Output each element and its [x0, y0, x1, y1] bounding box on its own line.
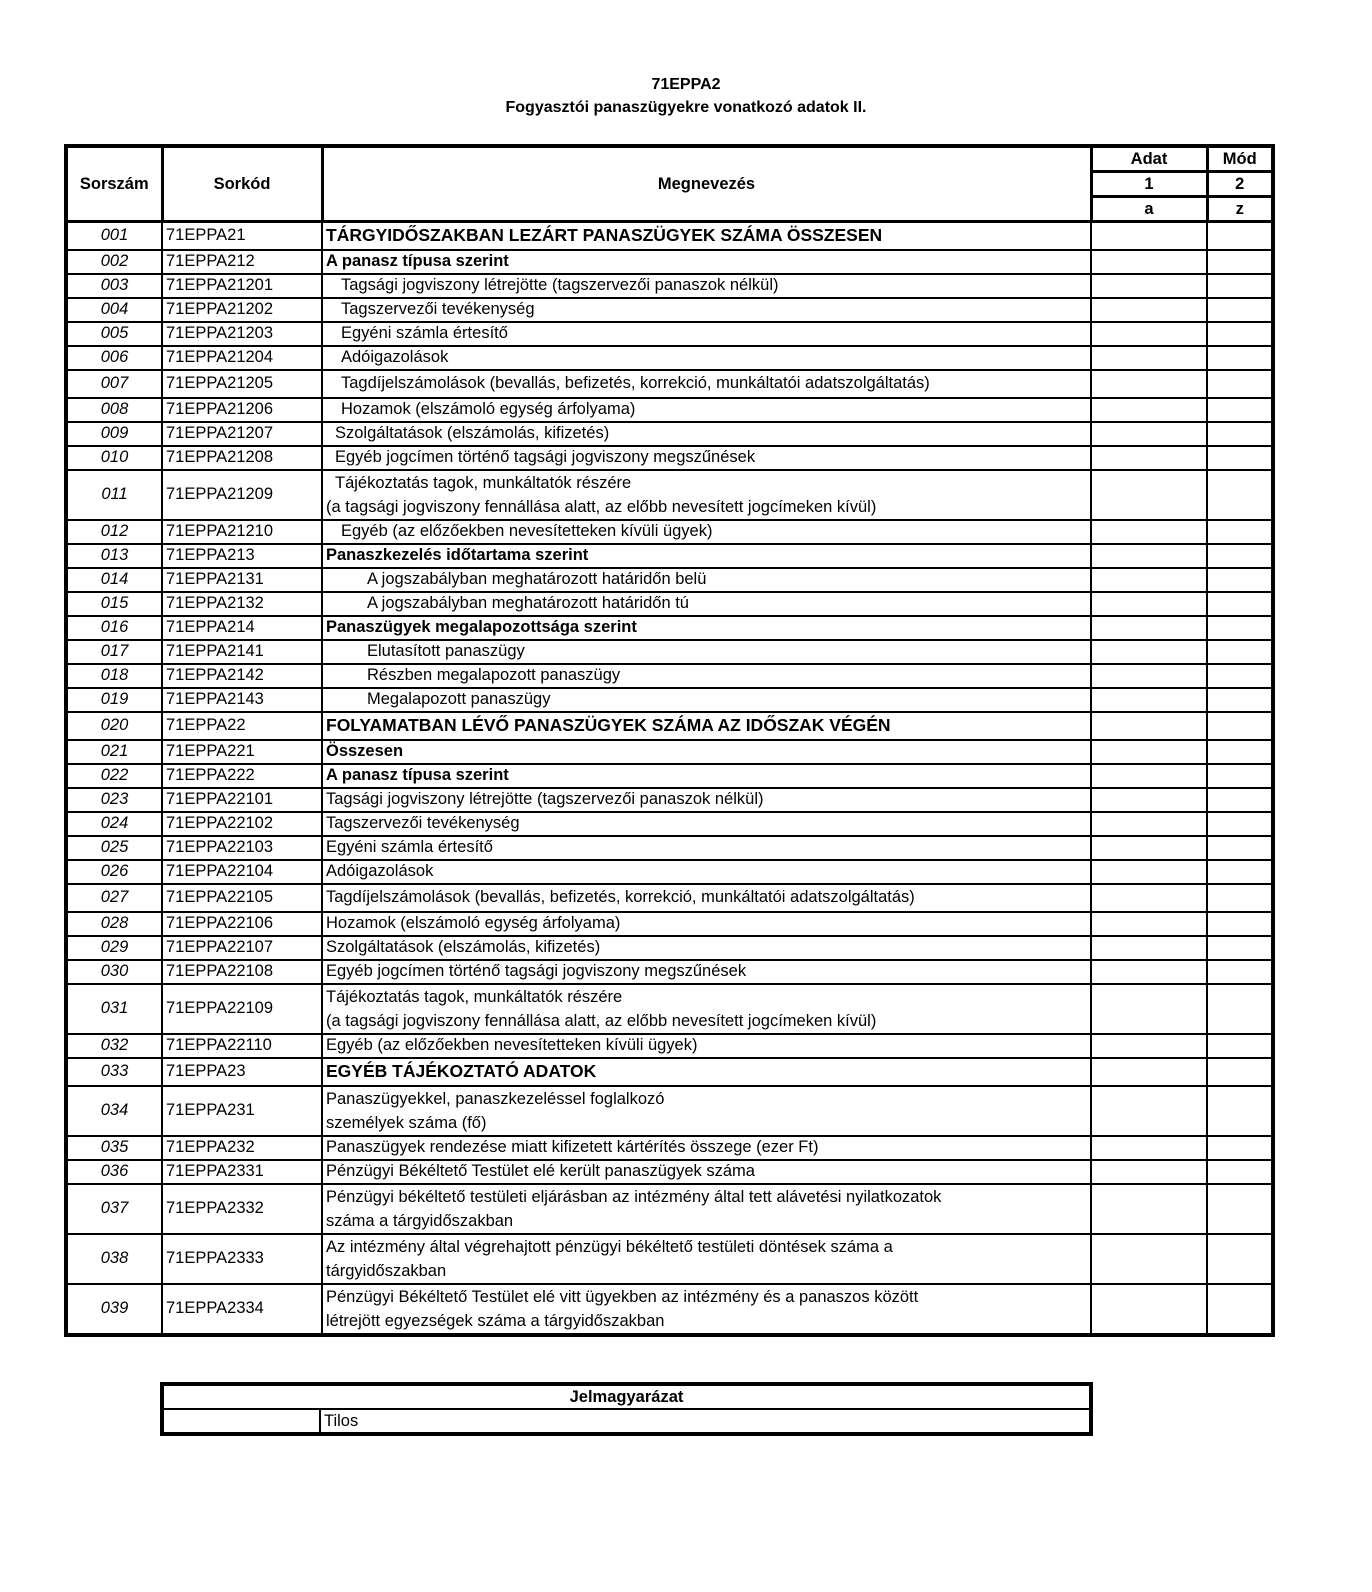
row-name: Összesen — [322, 740, 1091, 764]
table-row — [66, 592, 1273, 616]
table-row — [66, 470, 1273, 520]
row-name: Tagdíjelszámolások (bevallás, befizetés, korrekció, munkáltatói adatszolgáltatás) — [322, 370, 1091, 398]
mod-cell[interactable] — [1207, 370, 1273, 398]
mod-cell[interactable] — [1207, 1160, 1273, 1184]
row-code: 71EPPA231 — [162, 1086, 322, 1136]
table-row — [66, 1086, 1273, 1136]
table-row — [66, 346, 1273, 370]
row-code: 71EPPA22 — [162, 712, 322, 740]
adat-cell[interactable] — [1091, 370, 1207, 398]
table-row — [66, 616, 1273, 640]
header-mod-number: 2 — [1207, 172, 1273, 197]
row-name: EGYÉB TÁJÉKOZTATÓ ADATOK — [322, 1058, 1091, 1086]
row-code: 71EPPA21208 — [162, 446, 322, 470]
mod-cell[interactable] — [1207, 1058, 1273, 1086]
adat-cell[interactable] — [1091, 1136, 1207, 1160]
row-code: 71EPPA2142 — [162, 664, 322, 688]
adat-cell[interactable] — [1091, 740, 1207, 764]
table-row — [66, 640, 1273, 664]
row-number: 009 — [66, 422, 162, 446]
row-code: 71EPPA21205 — [162, 370, 322, 398]
table-row — [66, 764, 1273, 788]
mod-cell[interactable] — [1207, 592, 1273, 616]
row-number: 018 — [66, 664, 162, 688]
row-number: 033 — [66, 1058, 162, 1086]
row-number: 019 — [66, 688, 162, 712]
row-code: 71EPPA22107 — [162, 936, 322, 960]
row-name-line1: Az intézmény által végrehajtott pénzügyi békéltető testületi döntések száma a — [326, 1237, 893, 1256]
row-code: 71EPPA22105 — [162, 884, 322, 912]
row-name: Egyéb jogcímen történő tagsági jogviszony megszűnések — [322, 446, 1091, 470]
row-code: 71EPPA2141 — [162, 640, 322, 664]
data-table — [64, 144, 1275, 1337]
row-name — [322, 1284, 1091, 1335]
row-number: 016 — [66, 616, 162, 640]
mod-cell[interactable] — [1207, 984, 1273, 1034]
table-row — [66, 568, 1273, 592]
row-number: 022 — [66, 764, 162, 788]
header-adat-number: 1 — [1091, 172, 1207, 197]
adat-cell[interactable] — [1091, 812, 1207, 836]
row-number: 035 — [66, 1136, 162, 1160]
adat-cell[interactable] — [1091, 664, 1207, 688]
row-name-line1: Tájékoztatás tagok, munkáltatók részére — [335, 473, 632, 492]
row-number: 026 — [66, 860, 162, 884]
row-code: 71EPPA21209 — [162, 470, 322, 520]
row-name: A panasz típusa szerint — [322, 764, 1091, 788]
row-code: 71EPPA21206 — [162, 398, 322, 422]
row-number: 028 — [66, 912, 162, 936]
adat-cell[interactable] — [1091, 912, 1207, 936]
row-code: 71EPPA2333 — [162, 1234, 322, 1284]
row-number: 024 — [66, 812, 162, 836]
mod-cell[interactable] — [1207, 960, 1273, 984]
row-number: 023 — [66, 788, 162, 812]
adat-cell[interactable] — [1091, 520, 1207, 544]
mod-cell[interactable] — [1207, 544, 1273, 568]
mod-cell[interactable] — [1207, 712, 1273, 740]
row-code: 71EPPA21207 — [162, 422, 322, 446]
row-number: 027 — [66, 884, 162, 912]
row-number: 021 — [66, 740, 162, 764]
adat-cell[interactable] — [1091, 592, 1207, 616]
table-row — [66, 788, 1273, 812]
row-code: 71EPPA21202 — [162, 298, 322, 322]
mod-cell[interactable] — [1207, 640, 1273, 664]
row-name: Egyéb jogcímen történő tagsági jogviszony megszűnések — [322, 960, 1091, 984]
adat-cell[interactable] — [1091, 712, 1207, 740]
row-code: 71EPPA221 — [162, 740, 322, 764]
row-number: 012 — [66, 520, 162, 544]
table-row — [66, 860, 1273, 884]
row-number: 006 — [66, 346, 162, 370]
table-row — [66, 1234, 1273, 1284]
row-name: A jogszabályban meghatározott határidőn belü — [322, 568, 1091, 592]
table-row — [66, 1284, 1273, 1335]
row-name-line2: (a tagsági jogviszony fennállása alatt, az előbb nevesített jogcímeken kívül) — [326, 497, 877, 516]
adat-cell[interactable] — [1091, 274, 1207, 298]
row-code: 71EPPA213 — [162, 544, 322, 568]
adat-cell[interactable] — [1091, 250, 1207, 274]
mod-cell[interactable] — [1207, 664, 1273, 688]
row-name-line1: Pénzügyi Békéltető Testület elé vitt ügyekben az intézmény és a panaszos között — [326, 1287, 919, 1306]
row-code: 71EPPA232 — [162, 1136, 322, 1160]
table-row — [66, 1034, 1273, 1058]
mod-cell[interactable] — [1207, 1234, 1273, 1284]
mod-cell[interactable] — [1207, 298, 1273, 322]
adat-cell[interactable] — [1091, 398, 1207, 422]
row-code: 71EPPA22110 — [162, 1034, 322, 1058]
row-name: Panaszügyek rendezése miatt kifizetett kártérítés összege (ezer Ft) — [322, 1136, 1091, 1160]
adat-cell[interactable] — [1091, 688, 1207, 712]
mod-cell[interactable] — [1207, 568, 1273, 592]
mod-cell[interactable] — [1207, 398, 1273, 422]
adat-cell[interactable] — [1091, 422, 1207, 446]
legend-swatch — [162, 1409, 320, 1434]
row-name: Egyéb (az előzőekben nevesítetteken kívüli ügyek) — [322, 520, 1091, 544]
table-row — [66, 544, 1273, 568]
row-code: 71EPPA22101 — [162, 788, 322, 812]
adat-cell[interactable] — [1091, 1234, 1207, 1284]
row-code: 71EPPA2131 — [162, 568, 322, 592]
row-name: TÁRGYIDŐSZAKBAN LEZÁRT PANASZÜGYEK SZÁMA ÖSSZESEN — [322, 222, 1091, 250]
table-row — [66, 1160, 1273, 1184]
row-name: Tagsági jogviszony létrejötte (tagszervezői panaszok nélkül) — [322, 788, 1091, 812]
row-name — [322, 1234, 1091, 1284]
table-row — [66, 688, 1273, 712]
table-row — [66, 1136, 1273, 1160]
table-row — [66, 446, 1273, 470]
row-code: 71EPPA2334 — [162, 1284, 322, 1335]
row-name: Egyéni számla értesítő — [322, 322, 1091, 346]
mod-cell[interactable] — [1207, 222, 1273, 250]
adat-cell[interactable] — [1091, 544, 1207, 568]
form-code: 71EPPA2 — [651, 76, 721, 93]
row-name: Elutasított panaszügy — [322, 640, 1091, 664]
table-row — [66, 274, 1273, 298]
row-name: Hozamok (elszámoló egység árfolyama) — [322, 398, 1091, 422]
table-row — [66, 370, 1273, 398]
adat-cell[interactable] — [1091, 984, 1207, 1034]
adat-cell[interactable] — [1091, 860, 1207, 884]
row-name — [322, 470, 1091, 520]
mod-cell[interactable] — [1207, 250, 1273, 274]
header-mod: Mód — [1207, 146, 1273, 172]
mod-cell[interactable] — [1207, 322, 1273, 346]
adat-cell[interactable] — [1091, 346, 1207, 370]
row-number: 025 — [66, 836, 162, 860]
row-code: 71EPPA21 — [162, 222, 322, 250]
row-number: 007 — [66, 370, 162, 398]
mod-cell[interactable] — [1207, 446, 1273, 470]
row-name-line2: személyek száma (fő) — [326, 1113, 487, 1132]
adat-cell[interactable] — [1091, 222, 1207, 250]
mod-cell[interactable] — [1207, 788, 1273, 812]
row-number: 015 — [66, 592, 162, 616]
row-code: 71EPPA212 — [162, 250, 322, 274]
row-code: 71EPPA22108 — [162, 960, 322, 984]
row-name: Tagszervezői tevékenység — [322, 812, 1091, 836]
adat-cell[interactable] — [1091, 322, 1207, 346]
legend-table — [160, 1382, 1093, 1436]
mod-cell[interactable] — [1207, 470, 1273, 520]
row-number: 001 — [66, 222, 162, 250]
adat-cell[interactable] — [1091, 1034, 1207, 1058]
adat-cell[interactable] — [1091, 298, 1207, 322]
legend-title: Jelmagyarázat — [162, 1384, 1091, 1409]
table-row — [66, 298, 1273, 322]
row-code: 71EPPA22104 — [162, 860, 322, 884]
row-name: Szolgáltatások (elszámolás, kifizetés) — [322, 936, 1091, 960]
row-name — [322, 984, 1091, 1034]
table-row — [66, 712, 1273, 740]
row-code: 71EPPA22109 — [162, 984, 322, 1034]
row-number: 017 — [66, 640, 162, 664]
row-number: 011 — [66, 470, 162, 520]
adat-cell[interactable] — [1091, 470, 1207, 520]
row-number: 039 — [66, 1284, 162, 1335]
form-title: Fogyasztói panaszügyekre vonatkozó adatok II. — [505, 99, 867, 116]
mod-cell[interactable] — [1207, 884, 1273, 912]
row-code: 71EPPA2332 — [162, 1184, 322, 1234]
row-name-line2: létrejött egyezségek száma a tárgyidőszakban — [326, 1311, 665, 1330]
header-mod-letter: z — [1207, 197, 1273, 222]
mod-cell[interactable] — [1207, 520, 1273, 544]
row-code: 71EPPA222 — [162, 764, 322, 788]
row-name: FOLYAMATBAN LÉVŐ PANASZÜGYEK SZÁMA AZ IDŐSZAK VÉGÉN — [322, 712, 1091, 740]
row-name: Részben megalapozott panaszügy — [322, 664, 1091, 688]
row-code: 71EPPA2143 — [162, 688, 322, 712]
row-name-line1: Tájékoztatás tagok, munkáltatók részére — [326, 987, 623, 1006]
table-row — [66, 884, 1273, 912]
mod-cell[interactable] — [1207, 616, 1273, 640]
legend-item-label: Tilos — [320, 1409, 1091, 1434]
row-name: Tagdíjelszámolások (bevallás, befizetés, korrekció, munkáltatói adatszolgáltatás) — [322, 884, 1091, 912]
table-row — [66, 960, 1273, 984]
header-sorszam: Sorszám — [66, 146, 162, 222]
row-name: Tagszervezői tevékenység — [322, 298, 1091, 322]
row-number: 029 — [66, 936, 162, 960]
row-number: 036 — [66, 1160, 162, 1184]
mod-cell[interactable] — [1207, 1136, 1273, 1160]
table-body — [66, 222, 1273, 1335]
table-row — [66, 398, 1273, 422]
mod-cell[interactable] — [1207, 860, 1273, 884]
row-name: Adóigazolások — [322, 346, 1091, 370]
mod-cell[interactable] — [1207, 836, 1273, 860]
row-code: 71EPPA21201 — [162, 274, 322, 298]
header-sorkod: Sorkód — [162, 146, 322, 222]
mod-cell[interactable] — [1207, 274, 1273, 298]
row-code: 71EPPA2132 — [162, 592, 322, 616]
mod-cell[interactable] — [1207, 1284, 1273, 1335]
adat-cell[interactable] — [1091, 884, 1207, 912]
table-row — [66, 222, 1273, 250]
mod-cell[interactable] — [1207, 812, 1273, 836]
row-name: Adóigazolások — [322, 860, 1091, 884]
adat-cell[interactable] — [1091, 764, 1207, 788]
table-row — [66, 322, 1273, 346]
table-row — [66, 250, 1273, 274]
table-row — [66, 984, 1273, 1034]
adat-cell[interactable] — [1091, 568, 1207, 592]
adat-cell[interactable] — [1091, 1058, 1207, 1086]
row-name: Tagsági jogviszony létrejötte (tagszervezői panaszok nélkül) — [322, 274, 1091, 298]
mod-cell[interactable] — [1207, 936, 1273, 960]
row-name: Egyéb (az előzőekben nevesítetteken kívüli ügyek) — [322, 1034, 1091, 1058]
row-number: 020 — [66, 712, 162, 740]
row-number: 005 — [66, 322, 162, 346]
row-name: Pénzügyi Békéltető Testület elé került panaszügyek száma — [322, 1160, 1091, 1184]
table-row — [66, 836, 1273, 860]
table-row — [66, 520, 1273, 544]
adat-cell[interactable] — [1091, 1160, 1207, 1184]
table-row — [66, 422, 1273, 446]
row-number: 008 — [66, 398, 162, 422]
mod-cell[interactable] — [1207, 912, 1273, 936]
row-number: 004 — [66, 298, 162, 322]
adat-cell[interactable] — [1091, 960, 1207, 984]
row-code: 71EPPA21210 — [162, 520, 322, 544]
row-name: Panaszügyek megalapozottsága szerint — [322, 616, 1091, 640]
header-adat-letter: a — [1091, 197, 1207, 222]
adat-cell[interactable] — [1091, 640, 1207, 664]
header-adat: Adat — [1091, 146, 1207, 172]
row-name: Egyéni számla értesítő — [322, 836, 1091, 860]
adat-cell[interactable] — [1091, 936, 1207, 960]
adat-cell[interactable] — [1091, 1086, 1207, 1136]
row-code: 71EPPA214 — [162, 616, 322, 640]
adat-cell[interactable] — [1091, 446, 1207, 470]
row-number: 037 — [66, 1184, 162, 1234]
row-number: 013 — [66, 544, 162, 568]
adat-cell[interactable] — [1091, 788, 1207, 812]
row-code: 71EPPA22102 — [162, 812, 322, 836]
row-number: 003 — [66, 274, 162, 298]
row-number: 010 — [66, 446, 162, 470]
row-number: 038 — [66, 1234, 162, 1284]
mod-cell[interactable] — [1207, 1184, 1273, 1234]
row-name: Panaszkezelés időtartama szerint — [322, 544, 1091, 568]
row-name-line2: száma a tárgyidőszakban — [326, 1211, 514, 1230]
row-name: Szolgáltatások (elszámolás, kifizetés) — [322, 422, 1091, 446]
row-name — [322, 1086, 1091, 1136]
table-row — [66, 1058, 1273, 1086]
row-code: 71EPPA21204 — [162, 346, 322, 370]
row-code: 71EPPA2331 — [162, 1160, 322, 1184]
row-name-line1: Panaszügyekkel, panaszkezeléssel foglalkozó — [326, 1089, 665, 1108]
adat-cell[interactable] — [1091, 836, 1207, 860]
row-name: A panasz típusa szerint — [322, 250, 1091, 274]
row-number: 030 — [66, 960, 162, 984]
row-code: 71EPPA22103 — [162, 836, 322, 860]
adat-cell[interactable] — [1091, 1284, 1207, 1335]
mod-cell[interactable] — [1207, 346, 1273, 370]
mod-cell[interactable] — [1207, 1034, 1273, 1058]
table-row — [66, 936, 1273, 960]
table-row — [66, 812, 1273, 836]
header-megnevezes: Megnevezés — [322, 146, 1091, 222]
mod-cell[interactable] — [1207, 688, 1273, 712]
row-number: 014 — [66, 568, 162, 592]
row-name-line2: tárgyidőszakban — [326, 1261, 447, 1280]
mod-cell[interactable] — [1207, 1086, 1273, 1136]
mod-cell[interactable] — [1207, 764, 1273, 788]
row-name: Hozamok (elszámoló egység árfolyama) — [322, 912, 1091, 936]
row-name — [322, 1184, 1091, 1234]
row-name-line1: Pénzügyi békéltető testületi eljárásban az intézmény által tett alávetési nyilatkozatok — [326, 1187, 942, 1206]
row-code: 71EPPA21203 — [162, 322, 322, 346]
row-code: 71EPPA23 — [162, 1058, 322, 1086]
table-row — [66, 664, 1273, 688]
row-name-line2: (a tagsági jogviszony fennállása alatt, az előbb nevesített jogcímeken kívül) — [326, 1011, 877, 1030]
table-row — [66, 740, 1273, 764]
adat-cell[interactable] — [1091, 616, 1207, 640]
row-number: 031 — [66, 984, 162, 1034]
row-number: 002 — [66, 250, 162, 274]
mod-cell[interactable] — [1207, 740, 1273, 764]
row-number: 034 — [66, 1086, 162, 1136]
row-code: 71EPPA22106 — [162, 912, 322, 936]
row-number: 032 — [66, 1034, 162, 1058]
adat-cell[interactable] — [1091, 1184, 1207, 1234]
table-row — [66, 1184, 1273, 1234]
mod-cell[interactable] — [1207, 422, 1273, 446]
table-row — [66, 912, 1273, 936]
row-name: A jogszabályban meghatározott határidőn tú — [322, 592, 1091, 616]
row-name: Megalapozott panaszügy — [322, 688, 1091, 712]
